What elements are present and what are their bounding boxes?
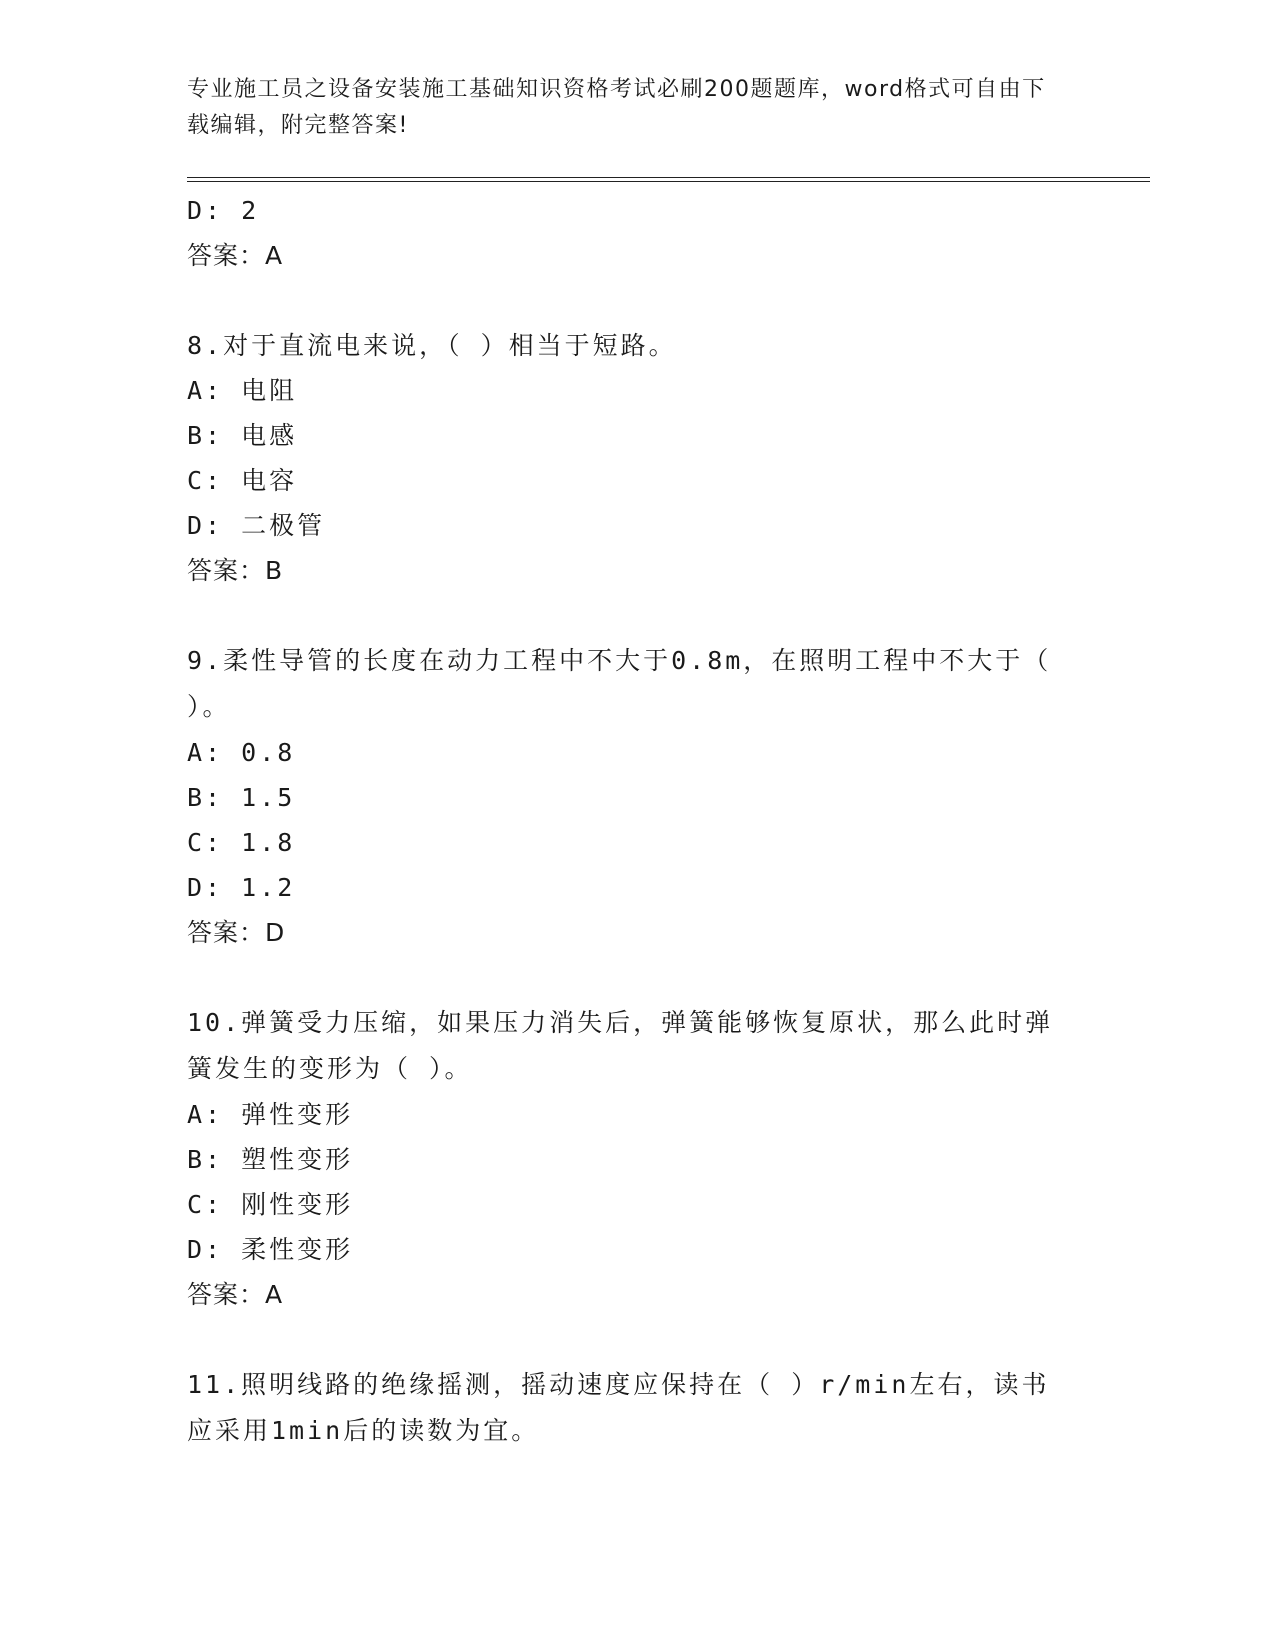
answer-line: 答案：D <box>187 918 286 947</box>
option-line: B: 电感 <box>187 421 298 450</box>
answer-line: 答案：B <box>187 556 284 585</box>
option-line: A: 弹性变形 <box>187 1100 354 1129</box>
option-line: C: 1.8 <box>187 828 296 857</box>
answer-line: 答案：A <box>187 241 284 270</box>
option-line: D: 2 <box>187 196 260 225</box>
spacer <box>187 593 1077 638</box>
option-line: C: 刚性变形 <box>187 1190 354 1219</box>
answer-line: 答案：A <box>187 1280 284 1309</box>
header-divider-bottom <box>187 181 1150 182</box>
option-line: A: 电阻 <box>187 376 298 405</box>
spacer <box>187 278 1077 323</box>
option-line: D: 二极管 <box>187 511 326 540</box>
spacer <box>187 1317 1077 1362</box>
option-line: C: 电容 <box>187 466 298 495</box>
option-line: B: 塑性变形 <box>187 1145 354 1174</box>
spacer <box>187 955 1077 1000</box>
question-text: 11.照明线路的绝缘摇测，摇动速度应保持在（ ）r/min左右，读书应采用1min后的读数为宜。 <box>187 1370 1050 1445</box>
document-header: 专业施工员之设备安装施工基础知识资格考试必刷200题题库，word格式可自由下载编辑，附完整答案! <box>187 77 1046 138</box>
option-line: A: 0.8 <box>187 738 296 767</box>
option-line: B: 1.5 <box>187 783 296 812</box>
question-text: 10.弹簧受力压缩，如果压力消失后，弹簧能够恢复原状，那么此时弹簧发生的变形为（ ）。 <box>187 1008 1054 1083</box>
question-list <box>187 188 1077 1454</box>
option-line: D: 1.2 <box>187 873 296 902</box>
option-line: D: 柔性变形 <box>187 1235 354 1264</box>
header-divider-top <box>187 177 1150 178</box>
question-text: 9.柔性导管的长度在动力工程中不大于0.8m，在照明工程中不大于（ ）。 <box>187 646 1052 721</box>
question-text: 8.对于直流电来说，（ ）相当于短路。 <box>187 331 677 360</box>
